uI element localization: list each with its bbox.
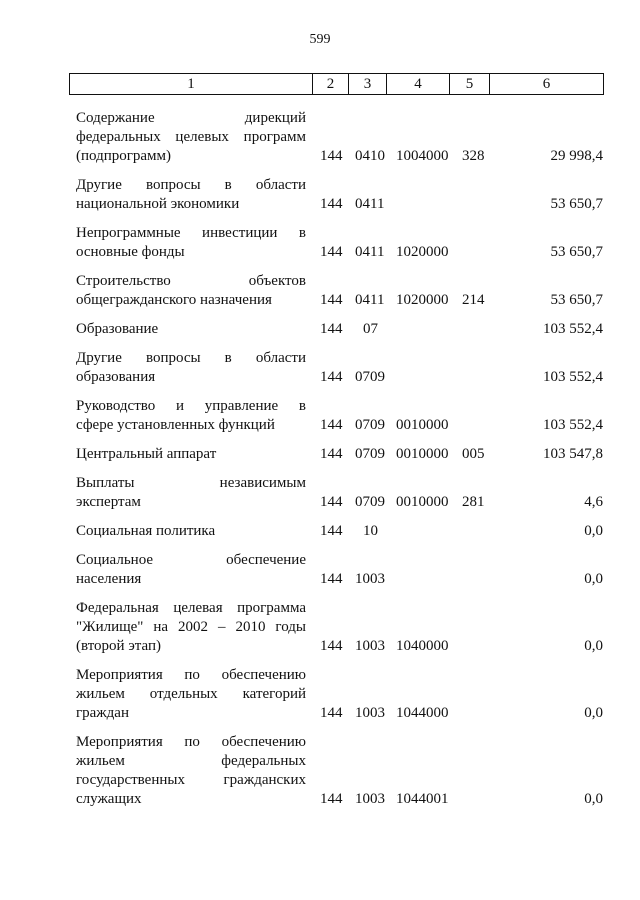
column-header-4: 4 xyxy=(387,74,450,95)
row-col-3: 0709 xyxy=(355,369,385,385)
row-name xyxy=(76,109,306,166)
row-name-line: основные фонды xyxy=(76,244,185,260)
row-name xyxy=(76,349,306,387)
row-col-3: 0410 xyxy=(355,148,385,164)
row-name-line: Центральный аппарат xyxy=(76,446,217,462)
column-header-6: 6 xyxy=(490,74,604,95)
column-header-1: 1 xyxy=(70,74,313,95)
row-name-line: жильем федеральных xyxy=(76,753,306,769)
column-header-2: 2 xyxy=(313,74,349,95)
table-row xyxy=(0,666,640,723)
row-name-line: Непрограммные инвестиции в xyxy=(76,225,306,241)
row-col-4: 0010000 xyxy=(396,446,449,462)
row-col-2: 144 xyxy=(320,571,343,587)
row-name-line: "Жилище" на 2002 – 2010 годы xyxy=(76,619,306,635)
row-col-3: 0411 xyxy=(355,292,385,308)
row-col-5: 214 xyxy=(462,292,485,308)
table-row xyxy=(0,733,640,809)
row-col-3: 1003 xyxy=(355,791,385,807)
row-name xyxy=(76,551,306,589)
row-name-line: образования xyxy=(76,369,156,385)
row-col-2: 144 xyxy=(320,369,343,385)
row-col-3: 1003 xyxy=(355,638,385,654)
row-name xyxy=(76,272,306,310)
row-col-6: 53 650,7 xyxy=(550,196,603,212)
row-name xyxy=(76,445,306,464)
row-col-2: 144 xyxy=(320,638,343,654)
row-name-line: сфере установленных функций xyxy=(76,417,275,433)
row-name-line: Строительство объектов xyxy=(76,273,306,289)
row-col-6: 0,0 xyxy=(584,638,603,654)
row-name xyxy=(76,176,306,214)
row-name-line: Другие вопросы в области xyxy=(76,350,306,366)
row-col-3: 1003 xyxy=(355,571,385,587)
table-row xyxy=(0,474,640,512)
row-name-line: Социальное обеспечение xyxy=(76,552,306,568)
row-col-2: 144 xyxy=(320,292,343,308)
row-name-line: Выплаты независимым xyxy=(76,475,306,491)
row-col-6: 53 650,7 xyxy=(550,244,603,260)
row-col-4: 1020000 xyxy=(396,292,449,308)
row-name-line: граждан xyxy=(76,705,129,721)
table-row xyxy=(0,320,640,339)
table-row xyxy=(0,349,640,387)
row-col-2: 144 xyxy=(320,321,343,337)
row-col-2: 144 xyxy=(320,244,343,260)
row-col-2: 144 xyxy=(320,148,343,164)
row-col-2: 144 xyxy=(320,705,343,721)
row-name-line: Руководство и управление в xyxy=(76,398,306,414)
row-name-line: Содержание дирекций xyxy=(76,110,306,126)
row-col-3: 0709 xyxy=(355,446,385,462)
row-name-line: (второй этап) xyxy=(76,638,161,654)
row-col-6: 0,0 xyxy=(584,571,603,587)
row-col-2: 144 xyxy=(320,417,343,433)
row-name xyxy=(76,733,306,809)
row-col-2: 144 xyxy=(320,196,343,212)
column-header-row xyxy=(70,74,604,95)
table-row xyxy=(0,176,640,214)
row-name-line: Социальная политика xyxy=(76,523,216,539)
row-name-line: Другие вопросы в области xyxy=(76,177,306,193)
row-col-6: 103 552,4 xyxy=(543,321,603,337)
row-col-4: 1004000 xyxy=(396,148,449,164)
column-header-table xyxy=(69,73,604,95)
row-name xyxy=(76,224,306,262)
row-col-6: 0,0 xyxy=(584,791,603,807)
row-col-6: 0,0 xyxy=(584,705,603,721)
row-col-5: 281 xyxy=(462,494,485,510)
row-name xyxy=(76,474,306,512)
row-col-6: 0,0 xyxy=(584,523,603,539)
column-header-5: 5 xyxy=(450,74,490,95)
row-col-6: 53 650,7 xyxy=(550,292,603,308)
row-name-line: служащих xyxy=(76,791,142,807)
row-name xyxy=(76,666,306,723)
row-col-4: 1044000 xyxy=(396,705,449,721)
table-row xyxy=(0,224,640,262)
row-name xyxy=(76,599,306,656)
table-row xyxy=(0,522,640,541)
row-col-2: 144 xyxy=(320,791,343,807)
row-name xyxy=(76,522,306,541)
row-col-3: 0709 xyxy=(355,494,385,510)
row-col-3: 0709 xyxy=(355,417,385,433)
row-col-2: 144 xyxy=(320,523,343,539)
row-col-4: 0010000 xyxy=(396,417,449,433)
column-header-3: 3 xyxy=(349,74,387,95)
row-col-3: 10 xyxy=(363,523,378,539)
row-name-line: Мероприятия по обеспечению xyxy=(76,667,306,683)
row-name-line: жильем отдельных категорий xyxy=(76,686,306,702)
row-col-4: 1044001 xyxy=(396,791,449,807)
table-row xyxy=(0,599,640,656)
table-row xyxy=(0,445,640,464)
row-col-6: 103 547,8 xyxy=(543,446,603,462)
row-col-4: 1020000 xyxy=(396,244,449,260)
table-row xyxy=(0,551,640,589)
row-col-6: 29 998,4 xyxy=(550,148,603,164)
row-name-line: Образование xyxy=(76,321,159,337)
row-col-6: 103 552,4 xyxy=(543,417,603,433)
row-col-4: 0010000 xyxy=(396,494,449,510)
table-row xyxy=(0,397,640,435)
row-name xyxy=(76,320,306,339)
row-col-6: 103 552,4 xyxy=(543,369,603,385)
page-number: 599 xyxy=(309,32,331,47)
row-name-line: населения xyxy=(76,571,142,587)
row-col-3: 07 xyxy=(363,321,378,337)
row-col-3: 0411 xyxy=(355,244,385,260)
table-row xyxy=(0,109,640,166)
row-name-line: экспертам xyxy=(76,494,141,510)
row-col-4: 1040000 xyxy=(396,638,449,654)
table-row xyxy=(0,272,640,310)
row-name-line: Мероприятия по обеспечению xyxy=(76,734,306,750)
row-col-5: 328 xyxy=(462,148,485,164)
row-col-5: 005 xyxy=(462,446,485,462)
row-name-line: федеральных целевых программ xyxy=(76,129,306,145)
row-name xyxy=(76,397,306,435)
row-col-3: 1003 xyxy=(355,705,385,721)
row-name-line: (подпрограмм) xyxy=(76,148,172,164)
row-col-2: 144 xyxy=(320,494,343,510)
row-col-6: 4,6 xyxy=(584,494,603,510)
row-name-line: национальной экономики xyxy=(76,196,240,212)
row-name-line: государственных гражданских xyxy=(76,772,306,788)
row-name-line: общегражданского назначения xyxy=(76,292,272,308)
row-col-2: 144 xyxy=(320,446,343,462)
row-name-line: Федеральная целевая программа xyxy=(76,600,306,616)
row-col-3: 0411 xyxy=(355,196,385,212)
